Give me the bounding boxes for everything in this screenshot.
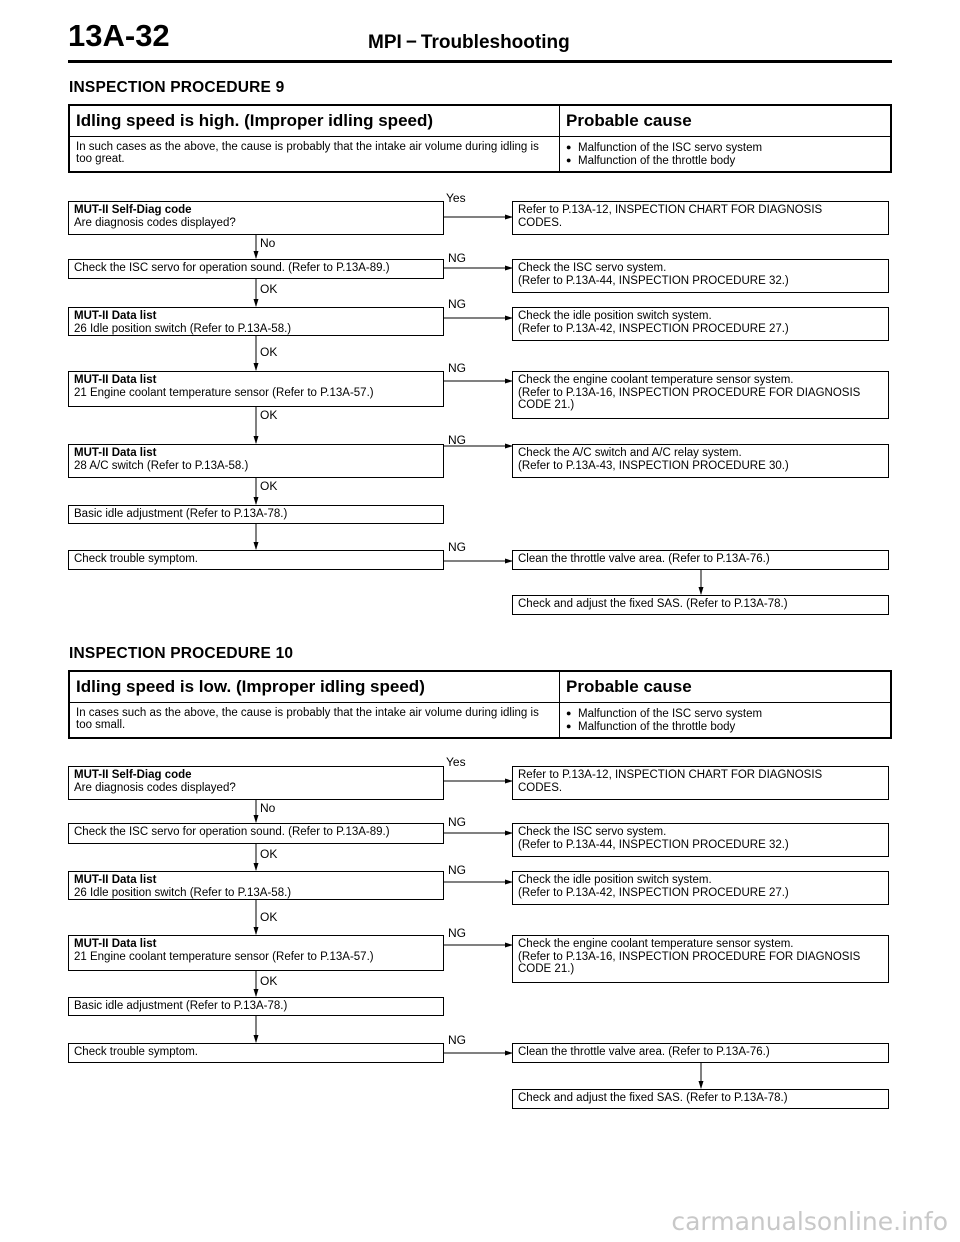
cause-item: ● Malfunction of the ISC servo system <box>566 142 763 154</box>
branch-label-yes: Yes <box>446 755 466 769</box>
branch-label-ok: OK <box>260 910 278 924</box>
branch-label-ng: NG <box>448 361 466 375</box>
branch-label-ok: OK <box>260 479 278 493</box>
probable-cause-list <box>560 703 890 737</box>
bullet-icon: ● <box>566 708 572 718</box>
step-self-diag-code: MUT-II Self-Diag code Are diagnosis codes displayed? <box>68 201 444 235</box>
result-clean-throttle-valve: Clean the throttle valve area. (Refer to P.13A-76.) <box>512 550 889 570</box>
branch-label-ng: NG <box>448 251 466 265</box>
branch-label-ok: OK <box>260 974 278 988</box>
bullet-icon: ● <box>566 155 572 165</box>
result-adjust-fixed-sas: Check and adjust the fixed SAS. (Refer to P.13A-78.) <box>512 1089 889 1109</box>
procedure-10-title: INSPECTION PROCEDURE 10 <box>69 645 294 662</box>
result-diagnosis-codes: Refer to P.13A-12, INSPECTION CHART FOR DIAGNOSIS CODES. <box>512 766 889 800</box>
page-number: 13A-32 <box>68 18 170 53</box>
branch-label-no: No <box>260 801 276 815</box>
branch-label-ok: OK <box>260 408 278 422</box>
result-coolant-temp-sensor: Check the engine coolant temperature sensor system. (Refer to P.13A-16, INSPECTION PROCEDURE FOR DIAGNOSIS CODE 21.) <box>512 371 889 419</box>
step-self-diag-code: MUT-II Self-Diag code Are diagnosis codes displayed? <box>68 766 444 800</box>
step-basic-idle-adjustment: Basic idle adjustment (Refer to P.13A-78.) <box>68 505 444 524</box>
step-idle-position-switch: MUT-II Data list 26 Idle position switch (Refer to P.13A-58.) <box>68 307 444 336</box>
branch-label-ng: NG <box>448 1033 466 1047</box>
branch-label-ng: NG <box>448 815 466 829</box>
running-head-dash: − <box>405 32 417 53</box>
step-isc-servo-sound: Check the ISC servo for operation sound. (Refer to P.13A-89.) <box>68 823 444 844</box>
result-idle-position-switch: Check the idle position switch system. (Refer to P.13A-42, INSPECTION PROCEDURE 27.) <box>512 307 889 341</box>
running-head-right: Troubleshooting <box>420 32 570 53</box>
step-isc-servo-sound: Check the ISC servo for operation sound. (Refer to P.13A-89.) <box>68 259 444 279</box>
branch-label-ng: NG <box>448 433 466 447</box>
cause-item: ● Malfunction of the throttle body <box>566 155 736 167</box>
step-check-trouble-symptom: Check trouble symptom. <box>68 1043 444 1063</box>
watermark: carmanualsonline.info <box>671 1207 948 1236</box>
branch-label-yes: Yes <box>446 191 466 205</box>
branch-label-ok: OK <box>260 345 278 359</box>
branch-label-ok: OK <box>260 847 278 861</box>
symptom-header: Idling speed is low. (Improper idling speed) <box>70 672 560 702</box>
step-coolant-temp-sensor: MUT-II Data list 21 Engine coolant temperature sensor (Refer to P.13A-57.) <box>68 935 444 971</box>
symptom-description: In such cases as the above, the cause is probably that the intake air volume during idling is too great. <box>70 137 560 171</box>
branch-label-ok: OK <box>260 282 278 296</box>
branch-label-no: No <box>260 236 276 250</box>
running-head-left: MPI <box>368 32 402 53</box>
symptom-description: In cases such as the above, the cause is probably that the intake air volume during idling is too small. <box>70 703 560 737</box>
step-ac-switch: MUT-II Data list 28 A/C switch (Refer to P.13A-58.) <box>68 444 444 478</box>
result-diagnosis-codes: Refer to P.13A-12, INSPECTION CHART FOR DIAGNOSIS CODES. <box>512 201 889 235</box>
cause-item: ● Malfunction of the throttle body <box>566 721 736 733</box>
branch-label-ng: NG <box>448 540 466 554</box>
result-ac-switch-relay: Check the A/C switch and A/C relay system. (Refer to P.13A-43, INSPECTION PROCEDURE 30.) <box>512 444 889 478</box>
branch-label-ng: NG <box>448 297 466 311</box>
result-coolant-temp-sensor: Check the engine coolant temperature sensor system. (Refer to P.13A-16, INSPECTION PROCEDURE FOR DIAGNOSIS CODE 21.) <box>512 935 889 983</box>
step-coolant-temp-sensor: MUT-II Data list 21 Engine coolant temperature sensor (Refer to P.13A-57.) <box>68 371 444 407</box>
step-idle-position-switch: MUT-II Data list 26 Idle position switch (Refer to P.13A-58.) <box>68 871 444 900</box>
step-check-trouble-symptom: Check trouble symptom. <box>68 550 444 570</box>
procedure-10-cause-table <box>68 670 892 739</box>
branch-label-ng: NG <box>448 863 466 877</box>
result-clean-throttle-valve: Clean the throttle valve area. (Refer to P.13A-76.) <box>512 1043 889 1063</box>
result-idle-position-switch: Check the idle position switch system. (Refer to P.13A-42, INSPECTION PROCEDURE 27.) <box>512 871 889 905</box>
result-isc-servo-system: Check the ISC servo system. (Refer to P.13A-44, INSPECTION PROCEDURE 32.) <box>512 823 889 857</box>
step-basic-idle-adjustment: Basic idle adjustment (Refer to P.13A-78.) <box>68 997 444 1016</box>
probable-cause-header: Probable cause <box>566 677 692 696</box>
probable-cause-header: Probable cause <box>566 111 692 130</box>
bullet-icon: ● <box>566 721 572 731</box>
symptom-header: Idling speed is high. (Improper idling speed) <box>70 106 560 136</box>
result-isc-servo-system: Check the ISC servo system. (Refer to P.13A-44, INSPECTION PROCEDURE 32.) <box>512 259 889 293</box>
cause-item: ● Malfunction of the ISC servo system <box>566 708 763 720</box>
procedure-9-title: INSPECTION PROCEDURE 9 <box>69 79 285 96</box>
branch-label-ng: NG <box>448 926 466 940</box>
result-adjust-fixed-sas: Check and adjust the fixed SAS. (Refer to P.13A-78.) <box>512 595 889 615</box>
bullet-icon: ● <box>566 142 572 152</box>
